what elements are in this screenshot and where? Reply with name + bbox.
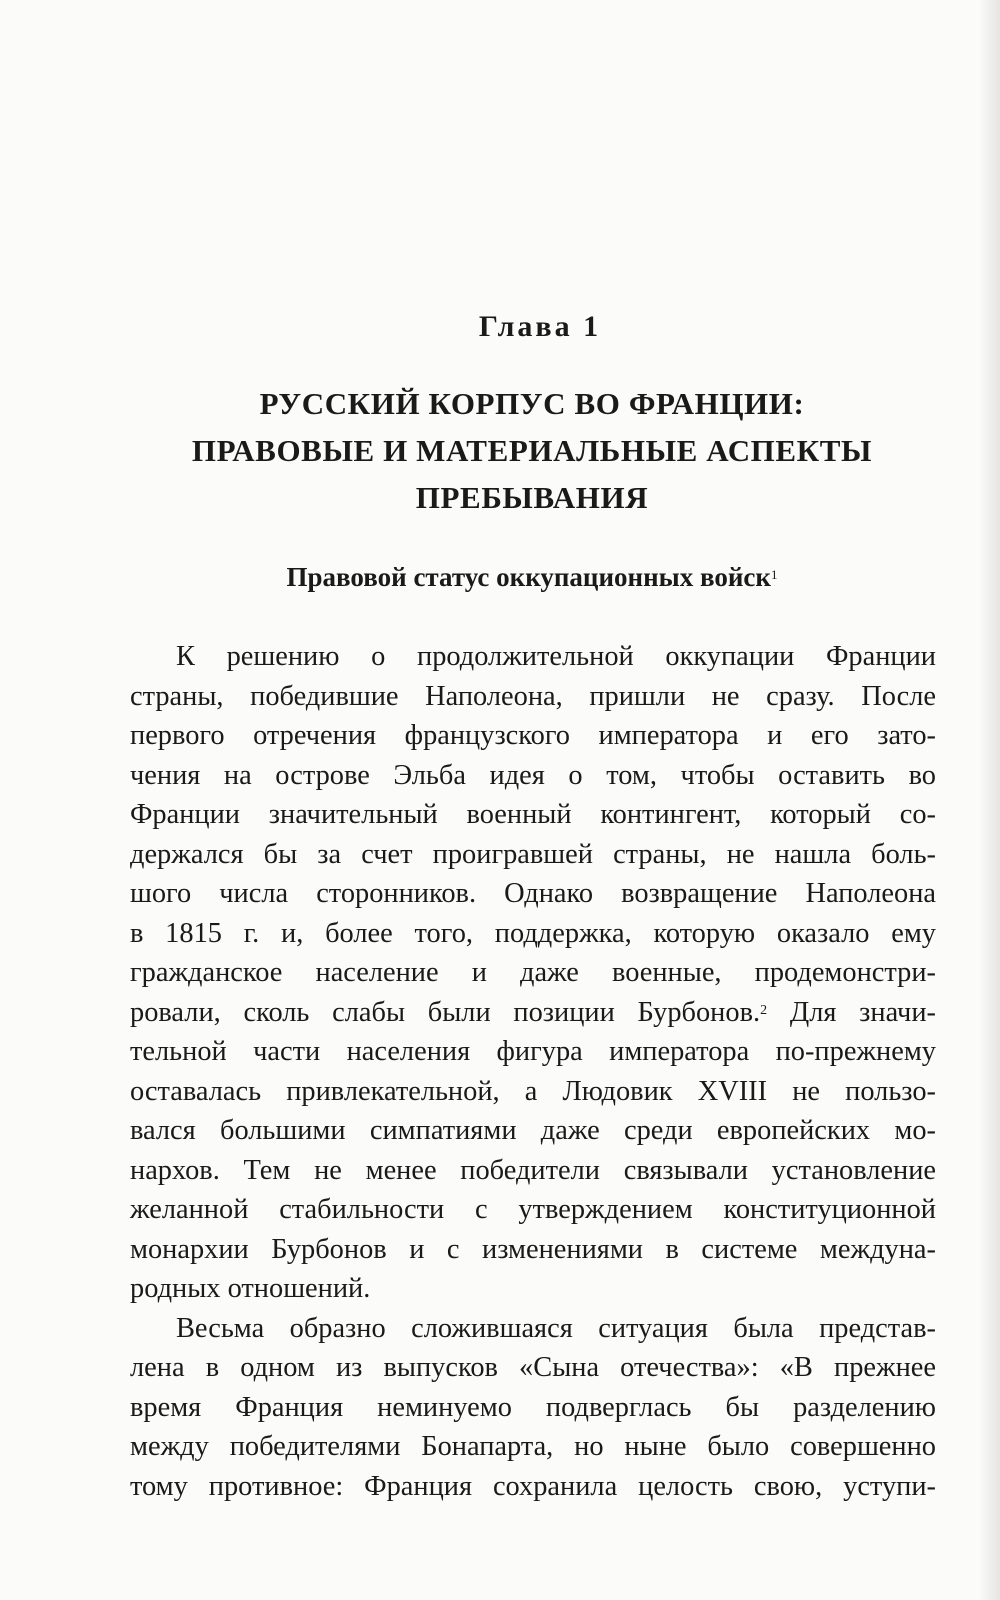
text-line: в 1815 г. и, более того, поддержка, которую оказало ему [130,917,936,949]
text-line: первого отречения французского императора и его зато- [130,720,936,751]
text-line: между победителями Бонапарта, но ныне было совершенно [130,1431,936,1462]
text-line: шого числа сторонников. Однако возвращение Наполеона [130,878,936,909]
text-line: держался бы за счет проигравшей страны, не нашла боль- [130,838,936,870]
footnote-ref: 2 [760,1002,768,1018]
text-line: время Франция неминуемо подверглась бы разделению [130,1391,936,1423]
text-line: вался большими симпатиями даже среди европейских мо- [130,1115,936,1146]
text-line: К решению о продолжительной оккупации Франции [176,641,936,672]
text-line: гражданское население и даже военные, продемонстри- [130,957,936,988]
text-line: желанной стабильности с утверждением конституционной [130,1194,936,1225]
body-text [130,637,936,1506]
chapter-title-line: ПРАВОВЫЕ И МАТЕРИАЛЬНЫЕ АСПЕКТЫ [191,433,873,468]
text-line: монархии Бурбонов и с изменениями в системе междуна- [130,1233,936,1265]
chapter-label: Глава 1 [478,310,602,343]
text-line: Весьма образно сложившаяся ситуация была представ- [176,1312,936,1344]
text-line [130,993,936,1033]
text-line: нархов. Тем не менее победители связывали установление [130,1154,936,1186]
text-line: лена в одном из выпусков «Сына отечества»: «В прежнее [130,1352,936,1383]
text-line: родных отношений. [130,1273,371,1304]
text-line: тому противное: Франция сохранила целость свою, уступи- [130,1470,936,1502]
page-edge-shadow [978,0,1000,1600]
section-title-text: Правовой статус оккупационных войск [286,562,771,592]
text-segment: ровали, сколь слабы были позиции Бурбонов. [130,996,761,1028]
footnote-ref: 1 [770,567,778,582]
chapter-title-line: РУССКИЙ КОРПУС ВО ФРАНЦИИ: [259,386,805,421]
chapter-title [128,380,936,521]
section-title [128,560,936,594]
text-segment: Для значи- [767,996,936,1028]
text-line: чения на острове Эльба идея о том, чтобы оставить во [130,759,936,791]
chapter-title-line: ПРЕБЫВАНИЯ [415,480,649,515]
text-line: тельной части населения фигура императора по-прежнему [130,1036,936,1067]
text-line: страны, победившие Наполеона, пришли не сразу. После [130,680,936,712]
text-line: Франции значительный военный контингент, который со- [130,799,936,830]
text-line: оставалась привлекательной, а Людовик XVIII не пользо- [130,1075,936,1107]
